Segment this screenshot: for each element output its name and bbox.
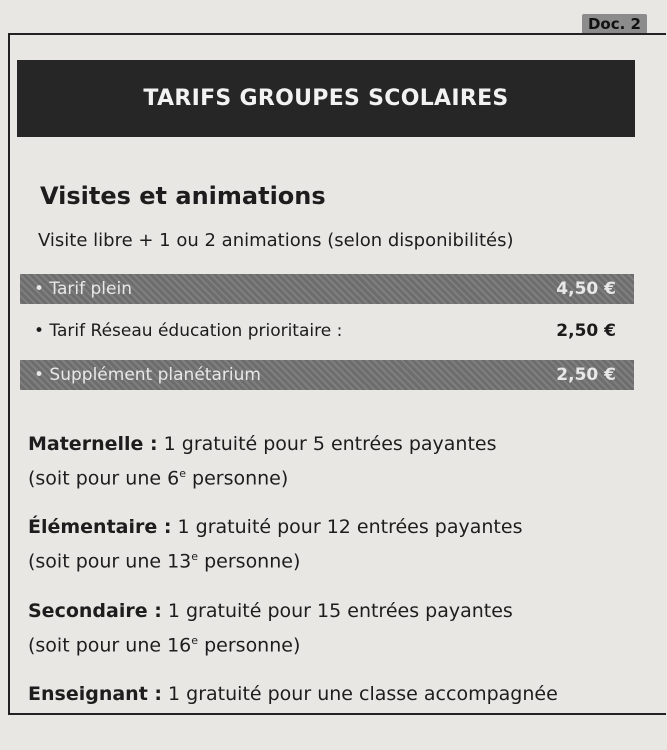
price-label: • Supplément planétarium <box>34 365 261 385</box>
rule-note-end: personne) <box>185 467 289 490</box>
rule-secondaire <box>28 597 648 660</box>
title-banner <box>17 60 635 137</box>
rule-note: (soit pour une 16 <box>28 633 192 656</box>
rule-elementaire <box>28 513 648 576</box>
price-value: 2,50 € <box>556 365 616 385</box>
rule-label: Élémentaire : <box>28 516 172 539</box>
price-row-rep-rate <box>20 316 634 346</box>
rule-maternelle <box>28 430 648 493</box>
ordinal-suffix: e <box>191 633 199 647</box>
price-label: • Tarif Réseau éducation prioritaire : <box>34 321 343 341</box>
rule-note-end: personne) <box>198 550 301 573</box>
section-title: Visites et animations <box>40 182 326 210</box>
rule-note: (soit pour une 13 <box>28 550 192 573</box>
price-value: 2,50 € <box>556 321 616 341</box>
rule-enseignant <box>28 680 648 709</box>
rule-text: 1 gratuité pour 5 entrées payantes <box>157 433 497 455</box>
visit-description: Visite libre + 1 ou 2 animations (selon disponibilités) <box>38 230 514 251</box>
rule-label: Enseignant : <box>28 682 162 705</box>
price-row-full-rate <box>20 274 634 304</box>
rule-note-end: personne) <box>198 633 301 656</box>
price-value: 4,50 € <box>556 279 616 299</box>
price-row-planetarium-supplement <box>20 360 634 390</box>
ordinal-suffix: e <box>191 550 199 564</box>
rule-label: Secondaire : <box>28 599 162 622</box>
ordinal-suffix: e <box>179 467 186 480</box>
rule-text: 1 gratuité pour une classe accompagnée <box>161 682 558 705</box>
rule-note: (soit pour une 6 <box>28 467 180 490</box>
page-title: TARIFS GROUPES SCOLAIRES <box>143 86 509 111</box>
free-entry-rules <box>28 430 648 729</box>
rule-label: Maternelle : <box>28 433 158 455</box>
rule-text: 1 gratuité pour 15 entrées payantes <box>161 599 513 622</box>
document-number-tag: Doc. 2 <box>582 14 647 34</box>
rule-text: 1 gratuité pour 12 entrées payantes <box>171 516 523 539</box>
price-label: • Tarif plein <box>34 279 132 299</box>
